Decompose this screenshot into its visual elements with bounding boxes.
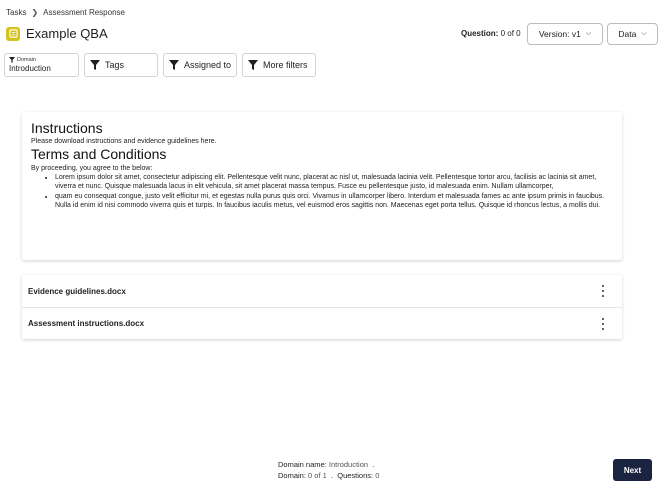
chevron-right-icon: ❯ bbox=[31, 8, 39, 17]
footer-domain-name-row bbox=[278, 459, 379, 470]
chevron-down-icon: ⌵ bbox=[585, 30, 592, 37]
terms-list-item: • quam eu consequat congue, justo velit efficitur mi, et egestas nulla purus quis orci. Vivamus in ullamcorper libero. Interdum et malesuada fames ac ante ipsum primis in faucibus. Nulla id enim id nisi commodo viverra quis et turpis. In faucibus iaculis metus, vel euismod eros sagittis non. Maecenas eget porta tellus. Quisque id rhoncus lectus, a mollis dui. bbox=[55, 192, 613, 211]
breadcrumb-current: Assessment Response bbox=[43, 8, 125, 17]
more-filters-button[interactable] bbox=[242, 53, 316, 77]
footer-questions-value: 0 bbox=[375, 471, 380, 480]
filter-icon bbox=[248, 60, 258, 70]
footer-separator: . bbox=[328, 471, 336, 480]
terms-list bbox=[55, 173, 613, 211]
file-name[interactable]: Evidence guidelines.docx bbox=[28, 286, 126, 296]
title-row bbox=[6, 26, 108, 41]
footer-info bbox=[278, 459, 379, 481]
data-dropdown-button[interactable] bbox=[607, 23, 658, 45]
footer-domain-value: 0 of 1 bbox=[308, 471, 327, 480]
data-label: Data bbox=[618, 29, 637, 39]
filter-icon bbox=[90, 60, 100, 70]
domain-filter-value: Introduction bbox=[9, 64, 51, 73]
terms-list-item: • Lorem ipsum dolor sit amet, consectetur adipiscing elit. Pellentesque velit nunc, placerat ac nisl ut, malesuada lacinia velit. Pellentesque tortor arcu, facilisis ac lacinia sit amet, viverra et nunc. Quisque malesuada lacus in elit vehicula, sit amet placerat massa tempus. Fusce eu pellentesque justo, id malesuada enim. Nullam ullamcorper, bbox=[55, 173, 613, 192]
footer-domain-name-value: Introduction bbox=[328, 460, 369, 469]
domain-filter-label: Domain bbox=[17, 57, 36, 63]
footer-questions-label: Questions: bbox=[337, 471, 374, 480]
footer-domain-row bbox=[278, 470, 379, 481]
terms-heading: Terms and Conditions bbox=[31, 146, 167, 162]
breadcrumb bbox=[6, 8, 125, 17]
terms-agree-text: By proceeding, you agree to the below: bbox=[31, 165, 153, 172]
tags-filter[interactable] bbox=[84, 53, 158, 77]
more-options-icon[interactable] bbox=[598, 285, 608, 297]
file-name[interactable]: Assessment instructions.docx bbox=[28, 319, 145, 328]
next-button[interactable]: Next bbox=[613, 459, 652, 481]
more-filters-label: More filters bbox=[263, 60, 308, 70]
chevron-down-icon: ⌵ bbox=[641, 30, 647, 37]
filter-icon bbox=[9, 57, 15, 63]
assigned-to-filter[interactable] bbox=[163, 53, 237, 77]
domain-filter[interactable] bbox=[4, 53, 79, 77]
version-label: Version: v1 bbox=[538, 29, 581, 39]
footer-domain-label: Domain: bbox=[278, 471, 306, 480]
question-counter bbox=[461, 29, 521, 38]
question-counter-label: Question: bbox=[461, 29, 499, 38]
file-row[interactable] bbox=[22, 307, 622, 339]
domain-filter-label-row bbox=[9, 57, 36, 63]
tags-filter-label: Tags bbox=[105, 60, 125, 70]
instructions-heading: Instructions bbox=[31, 120, 103, 136]
breadcrumb-tasks-link[interactable]: Tasks bbox=[6, 8, 27, 17]
footer-separator: . bbox=[370, 460, 375, 469]
question-counter-value: 0 of 0 bbox=[500, 29, 521, 38]
files-card bbox=[22, 275, 622, 339]
page-title: Example QBA bbox=[26, 26, 108, 41]
filter-icon bbox=[169, 60, 179, 70]
checklist-icon bbox=[6, 27, 20, 41]
file-row[interactable] bbox=[22, 275, 622, 307]
instructions-text: Please download instructions and evidence guidelines here. bbox=[31, 138, 217, 145]
assigned-to-filter-label: Assigned to bbox=[184, 60, 232, 70]
more-options-icon[interactable] bbox=[598, 318, 608, 330]
version-dropdown-button[interactable] bbox=[527, 23, 603, 45]
instructions-card bbox=[22, 112, 622, 260]
footer-domain-name-label: Domain name: bbox=[278, 460, 327, 469]
